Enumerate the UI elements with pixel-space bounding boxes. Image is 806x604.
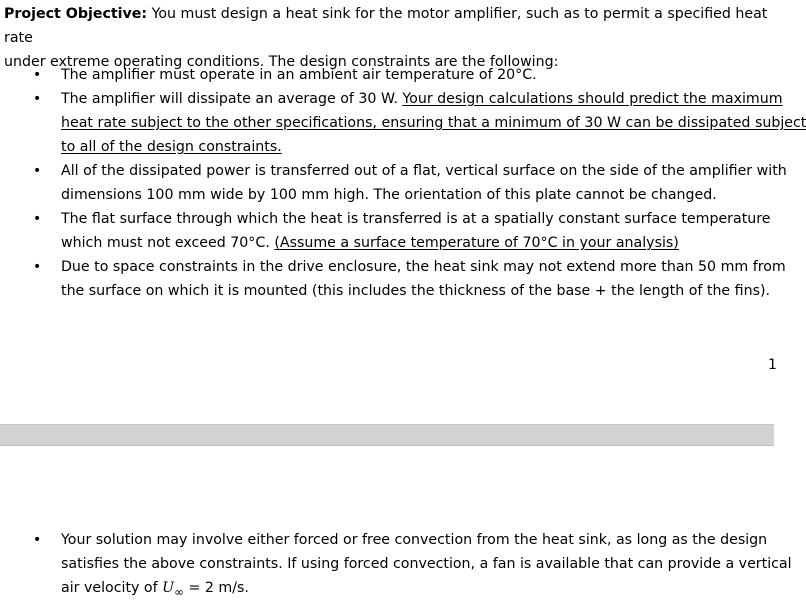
constraint-underlined-text: Your design calculations should predict the maximum bbox=[402, 91, 783, 107]
constraint-ambient-temperature bbox=[0, 63, 774, 87]
constraint-text: All of the dissipated power is transferred out of a flat, vertical surface on the side of the amplifier with bbox=[61, 163, 787, 179]
document-page-2 bbox=[0, 446, 792, 599]
objective-text-line-1: You must design a heat sink for the motor amplifier, such as to permit a specified heat rate bbox=[4, 6, 768, 46]
constraint-text: satisfies the above constraints. If using forced convection, a fan is available that can provide a vertical bbox=[61, 556, 792, 572]
velocity-variable: U bbox=[162, 580, 175, 596]
constraint-text: dimensions 100 mm wide by 100 mm high. The orientation of this plate cannot be changed. bbox=[61, 187, 717, 203]
constraint-flat-vertical-surface bbox=[0, 159, 787, 207]
constraint-text: = 2 m/s. bbox=[183, 580, 249, 596]
constraint-text: The amplifier must operate in an ambient air temperature of 20°C. bbox=[61, 67, 537, 83]
bullet-icon: • bbox=[33, 532, 42, 548]
constraint-text: Due to space constraints in the drive enclosure, the heat sink may not extend more than 50 mm from bbox=[61, 259, 786, 275]
bullet-icon: • bbox=[33, 259, 42, 275]
objective-heading: Project Objective: bbox=[4, 6, 148, 22]
bullet-icon: • bbox=[33, 67, 42, 83]
page-number: 1 bbox=[768, 357, 777, 373]
constraint-text: The amplifier will dissipate an average of 30 W. bbox=[61, 91, 403, 107]
constraint-text: air velocity of bbox=[61, 580, 163, 596]
bullet-icon: • bbox=[33, 91, 42, 107]
constraint-power-dissipation bbox=[0, 87, 806, 159]
constraint-text: which must not exceed 70°C. bbox=[61, 235, 275, 251]
bullet-icon: • bbox=[33, 211, 42, 227]
constraint-underlined-text: (Assume a surface temperature of 70°C in your analysis) bbox=[274, 235, 679, 251]
constraint-text: the surface on which it is mounted (this includes the thickness of the base + the length of the fins). bbox=[61, 283, 771, 299]
constraint-surface-temperature bbox=[0, 207, 774, 255]
velocity-subscript: ∞ bbox=[174, 584, 184, 599]
constraint-text: The flat surface through which the heat is transferred is at a spatially constant surface temperature bbox=[61, 211, 771, 227]
constraint-convection-option bbox=[0, 528, 792, 604]
design-constraints-list bbox=[0, 63, 806, 303]
bullet-icon: • bbox=[33, 163, 42, 179]
design-constraints-list-continued bbox=[0, 528, 792, 604]
constraint-underlined-text: to all of the design constraints. bbox=[61, 139, 282, 155]
objective-text-line-2: under extreme operating conditions. The design constraints are the following: bbox=[4, 54, 559, 70]
page-break-gap bbox=[0, 424, 774, 446]
constraint-text: Your solution may involve either forced or free convection from the heat sink, as long as the design bbox=[61, 532, 768, 548]
constraint-underlined-text: heat rate subject to the other specifications, ensuring that a minimum of 30 W can be dissipated subject bbox=[61, 115, 806, 131]
constraint-space-limit bbox=[0, 255, 786, 303]
